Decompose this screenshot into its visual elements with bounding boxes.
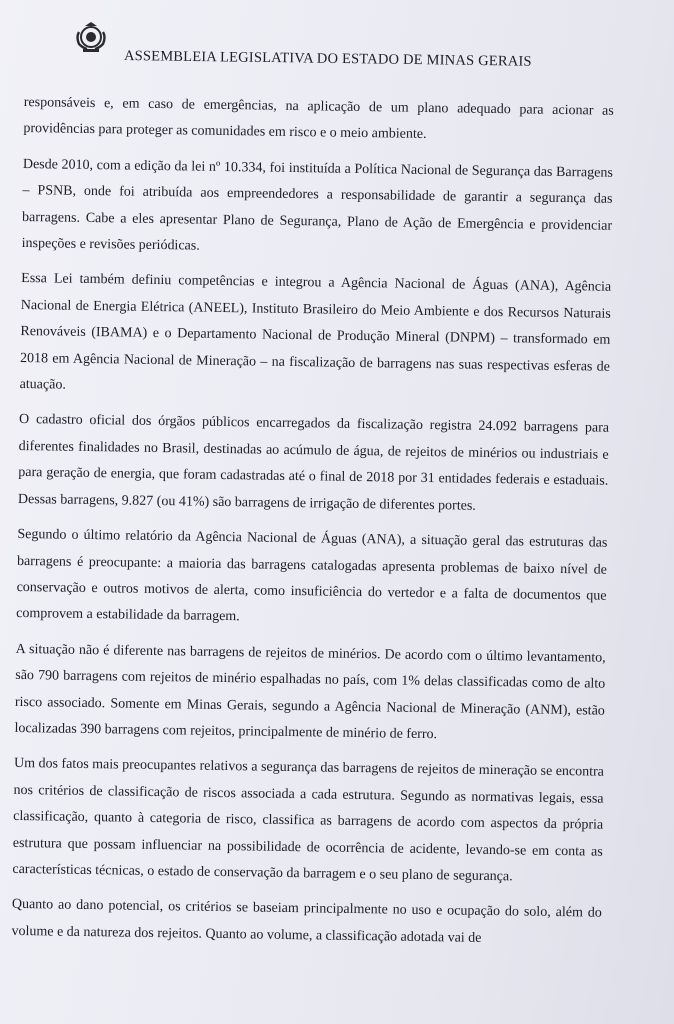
paragraph: Segundo o último relatório da Agência Nacional de Águas (ANA), a situação geral das estruturas das barragens é preocupante: a maioria das barragens catalogadas apresenta problemas de baixo nível de conservação e outros motivos de alerta, como insuficiência do vertedor e a falta de documentos que comprovem a estabilidade da barragem. [16,527,608,625]
coat-of-arms-icon [74,20,108,54]
paragraph: responsáveis e, em caso de emergências, na aplicação de um plano adequado para acionar as providências para proteger as comunidades em risco e o meio ambiente. [23,94,614,143]
paragraph: Desde 2010, com a edição da lei nº 10.334, foi instituída a Política Nacional de Segurança das Barragens – PSNB, onde foi atribuída aos empreendedores a responsabilidade de garantir a segurança das barragens. Cabe a eles apresentar Plano de Segurança, Plano de Ação de Emergência e providenciar inspeções e revisões periódicas. [21,156,613,254]
paragraph: O cadastro oficial dos órgãos públicos encarregados da fiscalização registra 24.092 barragens para diferentes finalidades no Brasil, destinadas ao acúmulo de água, de rejeitos de minérios ou industriais e para geração de energia, que foram cadastradas até o final de 2018 por 31 entidades federais e estaduais. Dessas barragens, 9.827 (ou 41%) são barragens de irrigação de diferentes portes. [17,412,610,514]
paragraph: Essa Lei também definiu competências e integrou a Agência Nacional de Águas (ANA), Agência Nacional de Energia Elétrica (ANEEL), Instituto Brasileiro do Meio Ambiente e dos Recursos Naturais Renováveis (IBAMA) e o Departamento Nacional de Produção Mineral (DNPM) – transformado em 2018 em Agência Nacional de Mineração – na fiscalização de barragens nas suas respectivas esferas de atuação. [19,271,612,393]
paragraph: Um dos fatos mais preocupantes relativos a segurança das barragens de rejeitos de mineração se encontra nos critérios de classificação de riscos associada a cada estrutura. Segundo as normativas legais, essa classificação, quanto à categoria de risco, classifica as barragens de acordo com aspectos da própria estrutura que possam influenciar na possibilidade de ocorrência de acidente, levando-se em conta as características técnicas, o estado de conservação da barragem e o seu plano de segurança. [12,756,605,885]
document-body [11,90,614,963]
letterhead [74,18,654,70]
paragraph: Quanto ao dano potencial, os critérios se baseiam principalmente no uso e ocupação do solo, além do volume e da natureza dos rejeitos. Quanto ao volume, a classificação adotada vai de [11,897,602,946]
header-title: ASSEMBLEIA LEGISLATIVA DO ESTADO DE MINAS GERAIS [123,48,532,70]
paragraph: A situação não é diferente nas barragens de rejeitos de minérios. De acordo com o último levantamento, são 790 barragens com rejeitos de minério espalhadas no país, com 1% delas classificadas como de alto risco associado. Somente em Minas Gerais, segundo a Agência Nacional de Mineração (ANM), estão localizadas 390 barragens com rejeitos, principalmente de minério de ferro. [14,641,606,743]
